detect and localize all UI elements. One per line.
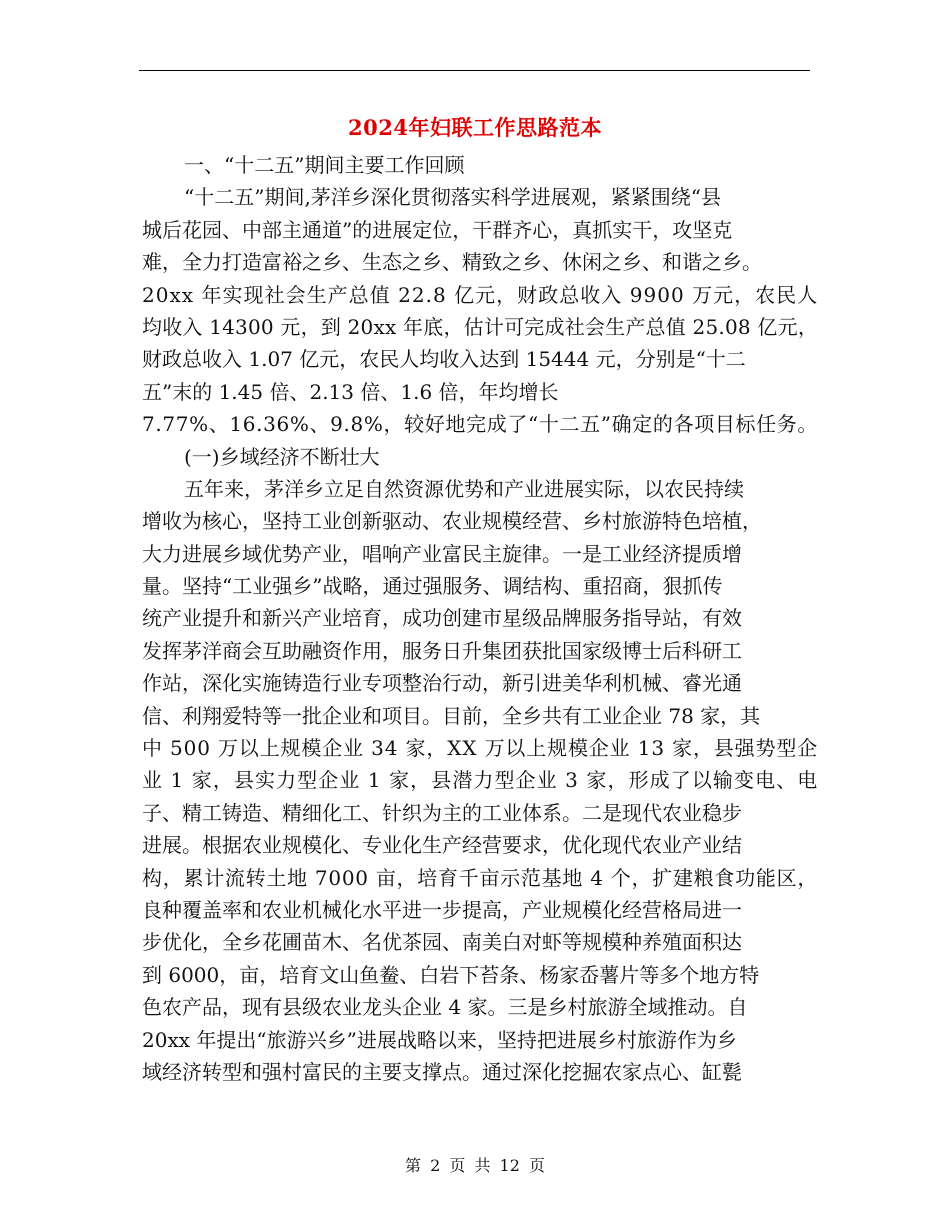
- text-line: 进展。根据农业规模化、专业化生产经营要求，优化现代农业产业结: [142, 833, 742, 858]
- text-line: 7.77%、16.36%、9.8%，较好地完成了“十二五”确定的各项目标任务。: [142, 412, 819, 437]
- text-line: 业 1 家，县实力型企业 1 家，县潜力型企业 3 家，形成了以输变电、电: [142, 768, 819, 793]
- text-line: 一、“十二五”期间主要工作回顾: [184, 153, 465, 177]
- text-line: 作站，深化实施铸造行业专项整治行动，新引进美华利机械、睿光通: [142, 671, 742, 696]
- text-line: 步优化，全乡花圃苗木、名优茶园、南美白对虾等规模种养殖面积达: [142, 930, 742, 955]
- text-line: 增收为核心，坚持工业创新驱动、农业规模经营、乡村旅游特色培植，: [142, 509, 762, 534]
- text-line: 难，全力打造富裕之乡、生态之乡、精致之乡、休闲之乡、和谐之乡。: [142, 250, 762, 275]
- text-line: 均收入 14300 元，到 20xx 年底，估计可完成社会生产总值 25.08 亿元，: [142, 314, 819, 339]
- text-line: 到 6000，亩，培育文山鱼鲞、白岩下苔条、杨家岙薯片等多个地方特: [142, 962, 760, 987]
- text-line: 子、精工铸造、精细化工、针织为主的工业体系。二是现代农业稳步: [142, 800, 742, 825]
- text-line: 五年来，茅洋乡立足自然资源优势和产业进展实际，以农民持续: [184, 476, 744, 501]
- document-body: [142, 149, 822, 1088]
- text-line: 色农产品，现有县级农业龙头企业 4 家。三是乡村旅游全域推动。自: [142, 995, 748, 1020]
- document-title: 2024年妇联工作思路范本: [348, 115, 602, 140]
- text-line: 大力进展乡域优势产业，唱响产业富民主旋律。一是工业经济提质增: [142, 541, 742, 566]
- header-rule: [139, 70, 810, 71]
- text-line: 20xx 年提出“旅游兴乡”进展战略以来，坚持把进展乡村旅游作为乡: [142, 1027, 737, 1052]
- text-line: 五”末的 1.45 倍、2.13 倍、1.6 倍，年均增长: [142, 379, 559, 404]
- text-line: 域经济转型和强村富民的主要支撑点。通过深化挖掘农家点心、缸甏: [142, 1059, 742, 1084]
- text-line: 发挥茅洋商会互助融资作用，服务日升集团获批国家级博士后科研工: [142, 638, 742, 663]
- text-line: 财政总收入 1.07 亿元，农民人均收入达到 15444 元，分别是“十二: [142, 347, 746, 372]
- text-line: 信、利翔爱特等一批企业和项目。目前，全乡共有工业企业 78 家，其: [142, 703, 761, 728]
- text-line: 城后花园、中部主通道”的进展定位，干群齐心，真抓实干，攻坚克: [142, 217, 733, 242]
- text-line: 良种覆盖率和农业机械化水平进一步提高，产业规模化经营格局进一: [142, 897, 742, 922]
- text-line: 构，累计流转土地 7000 亩，培育千亩示范基地 4 个，扩建粮食功能区，: [142, 865, 819, 890]
- text-line: 中 500 万以上规模企业 34 家，XX 万以上规模企业 13 家，县强势型企: [142, 736, 819, 761]
- text-line: (一)乡域经济不断壮大: [184, 444, 380, 469]
- text-line: “十二五”期间,茅洋乡深化贯彻落实科学进展观，紧紧围绕“县: [184, 185, 722, 210]
- text-line: 20xx 年实现社会生产总值 22.8 亿元，财政总收入 9900 万元，农民人: [142, 282, 819, 307]
- page-number-footer: 第 2 页 共 12 页: [405, 1156, 545, 1175]
- text-line: 统产业提升和新兴产业培育，成功创建市星级品牌服务指导站，有效: [142, 606, 742, 631]
- text-line: 量。坚持“工业强乡”战略，通过强服务、调结构、重招商，狠抓传: [142, 574, 723, 599]
